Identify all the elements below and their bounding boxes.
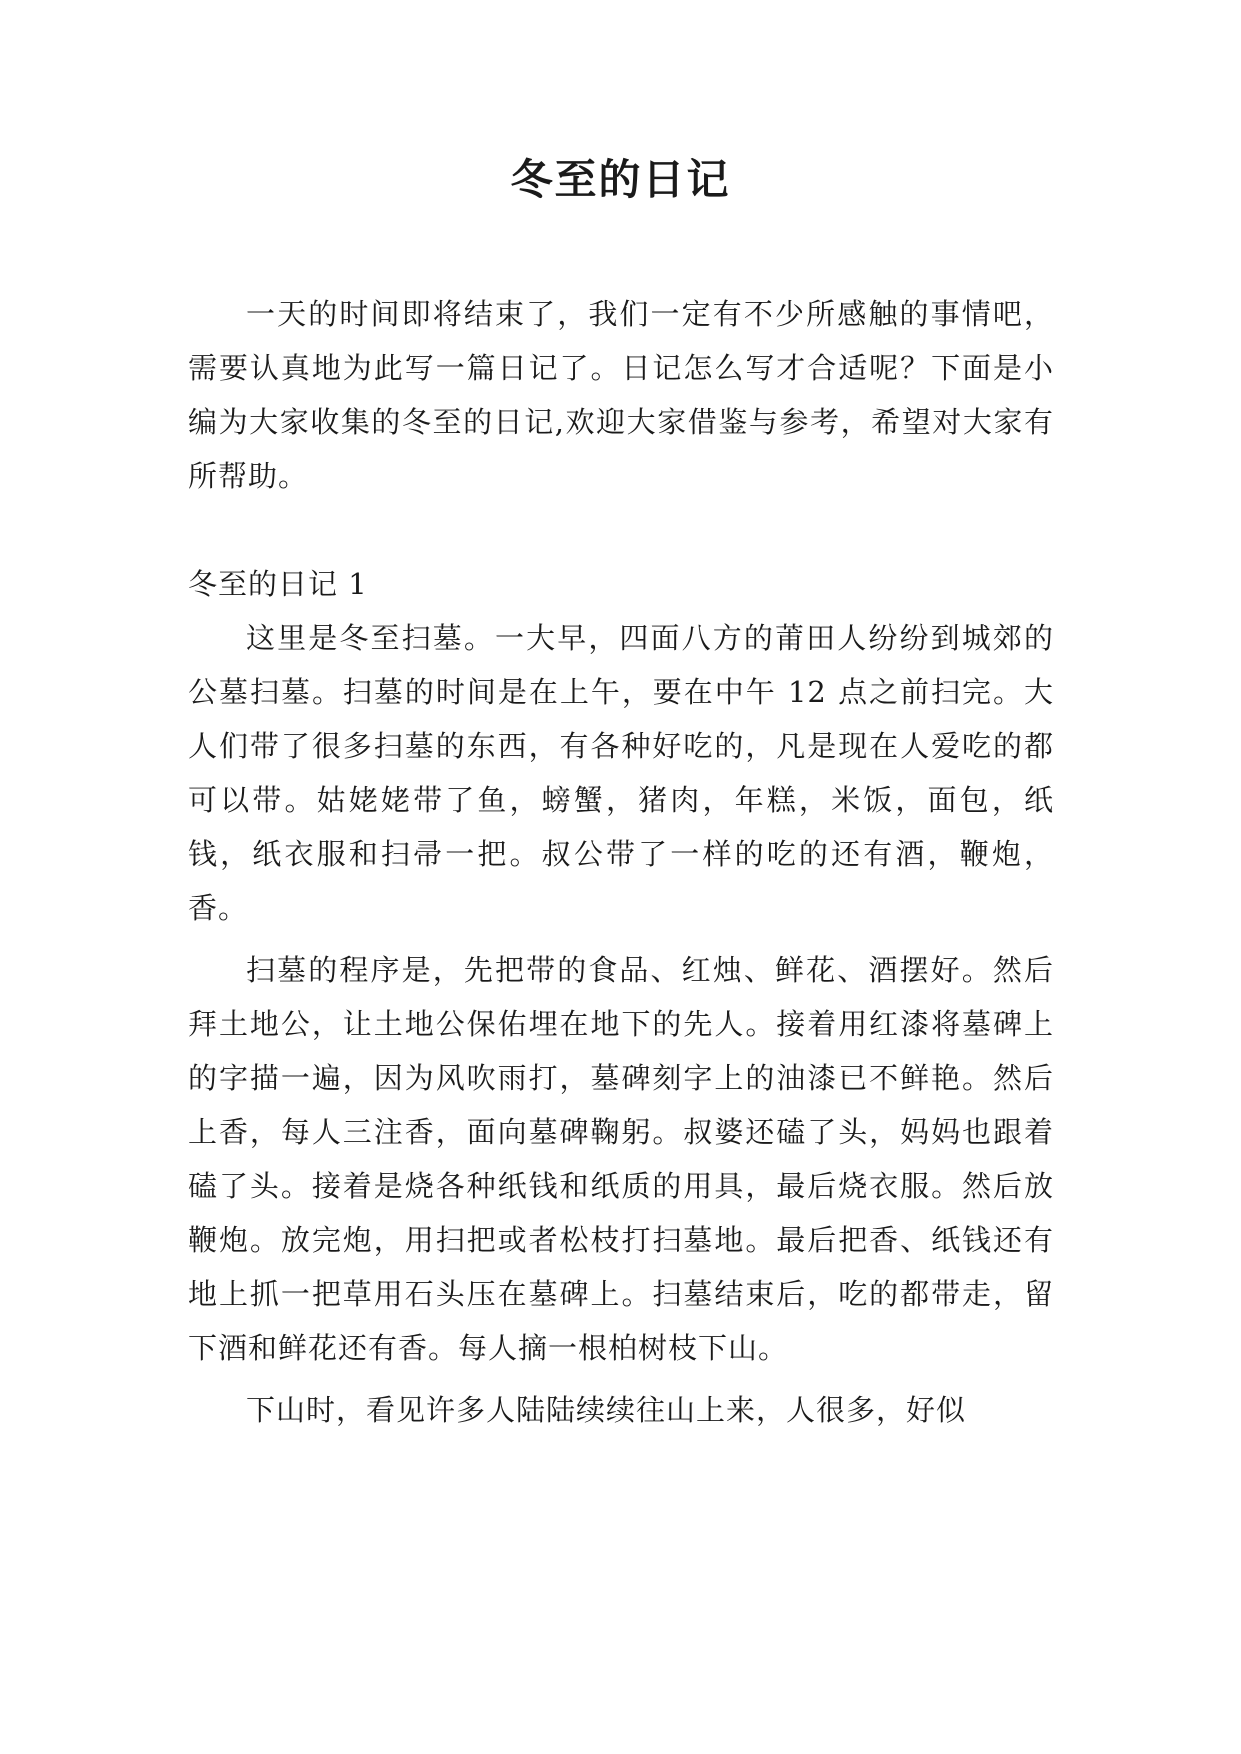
body-paragraph-2: 扫墓的程序是，先把带的食品、红烛、鲜花、酒摆好。然后拜土地公，让土地公保佑埋在地下的先人。接着用红漆将墓碑上的字描一遍，因为风吹雨打，墓碑刻字上的油漆已不鲜艳。然后上香，每人三注香，面向墓碑鞠躬。叔婆还磕了头，妈妈也跟着磕了头。接着是烧各种纸钱和纸质的用具，最后烧衣服。然后放鞭炮。放完炮，用扫把或者松枝打扫墓地。最后把香、纸钱还有地上抓一把草用石头压在墓碑上。扫墓结束后，吃的都带走，留下酒和鲜花还有香。每人摘一根柏树枝下山。: [188, 953, 1054, 1365]
body-paragraph-1: 这里是冬至扫墓。一大早，四面八方的莆田人纷纷到城郊的公墓扫墓。扫墓的时间是在上午，要在中午 12 点之前扫完。大人们带了很多扫墓的东西，有各种好吃的，凡是现在人爱吃的都可以带。姑姥姥带了鱼，螃蟹，猪肉，年糕，米饭，面包，纸钱，纸衣服和扫帚一把。叔公带了一样的吃的还有酒，鞭炮，香。: [188, 621, 1054, 925]
page-title: 冬至的日记: [510, 155, 731, 204]
section-heading: 冬至的日记 1: [188, 567, 368, 601]
intro-paragraph: 一天的时间即将结束了，我们一定有不少所感触的事情吧，需要认真地为此写一篇日记了。日记怎么写才合适呢？下面是小编为大家收集的冬至的日记,欢迎大家借鉴与参考，希望对大家有所帮助。: [188, 297, 1054, 493]
body-paragraph-3: 下山时，看见许多人陆陆续续往山上来，人很多，好似: [246, 1393, 967, 1427]
section-spacer: [188, 503, 1054, 557]
document-body: [188, 287, 1054, 1437]
